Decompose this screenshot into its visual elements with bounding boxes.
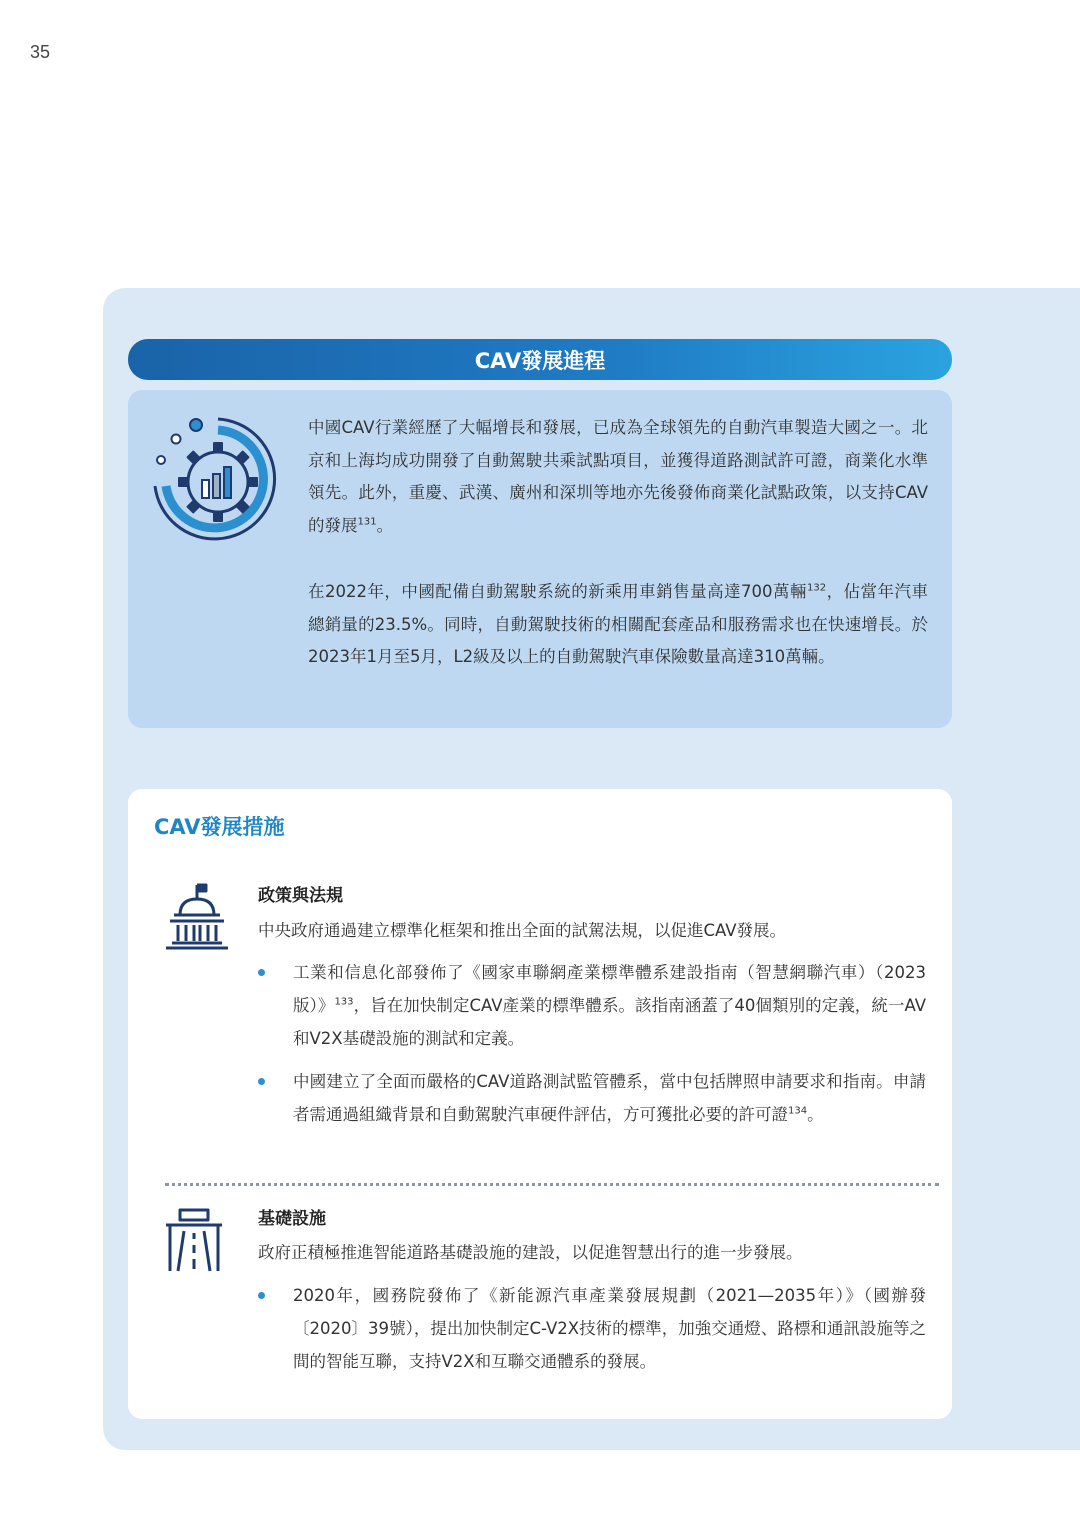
bullet-text-end: 。 <box>807 1105 824 1124</box>
policy-bullet-list <box>258 956 926 1141</box>
list-item <box>258 1065 926 1131</box>
progress-paragraph-1 <box>308 412 928 543</box>
bullet-text-end: ，旨在加快制定CAV產業的標準體系。該指南涵蓋了40個類別的定義，統一AV和V2X基礎設施的測試和定義。 <box>293 996 927 1048</box>
progress-intro-box <box>128 390 952 728</box>
measures-title: CAV發展措施 <box>154 815 285 839</box>
bullet-dot <box>258 1292 265 1299</box>
bullet-dot <box>258 969 265 976</box>
infrastructure-lead: 政府正積極推進智能道路基礎設施的建設，以促進智慧出行的進一步發展。 <box>258 1243 803 1262</box>
bullet-dot <box>258 1078 265 1085</box>
footnote-133: 133 <box>334 996 354 1008</box>
paragraph-1-end: 。 <box>376 516 394 536</box>
measures-card <box>128 789 952 1419</box>
bullet-text: 工業和信息化部發佈了《國家車聯網產業標準體系建設指南（智慧網聯汽車）（2023版）》 <box>293 963 926 1015</box>
section-divider <box>165 1183 939 1186</box>
government-building-icon <box>164 881 230 951</box>
progress-text <box>308 412 928 707</box>
bullet-text: 2020年，國務院發佈了《新能源汽車產業發展規劃（2021—2035年）》（國辦發〔2020〕39號），提出加快制定C-V2X技術的標準，加強交通燈、路標和通訊設施等之間的智能互聯，支持V2X和互聯交通體系的發展。 <box>293 1286 926 1371</box>
policy-lead: 中央政府通過建立標準化框架和推出全面的試駕法規，以促進CAV發展。 <box>258 921 787 940</box>
footnote-132: 132 <box>807 582 827 594</box>
footnote-131: 131 <box>357 516 377 528</box>
paragraph-1-text: 中國CAV行業經歷了大幅增長和發展，已成為全球領先的自動汽車製造大國之一。北京和上海均成功開發了自動駕駛共乘試點項目，並獲得道路測試許可證，商業化水準領先。此外，重慶、武漢、廣州和深圳等地亦先後發佈商業化試點政策，以支持CAV的發展 <box>308 418 928 536</box>
gear-chart-icon <box>150 414 282 546</box>
infrastructure-bullet-list <box>258 1279 926 1388</box>
list-item <box>258 956 926 1055</box>
list-item <box>258 1279 926 1378</box>
paragraph-2-text-a: 在2022年，中國配備自動駕駛系統的新乘用車銷售量高達700萬輛 <box>308 581 807 601</box>
footnote-134: 134 <box>788 1105 808 1117</box>
page-number: 35 <box>30 42 51 62</box>
section-title-bar <box>128 339 952 380</box>
bullet-text: 中國建立了全面而嚴格的CAV道路測試監管體系，當中包括牌照申請要求和指南。申請者需通過組織背景和自動駕駛汽車硬件評估，方可獲批必要的許可證 <box>293 1072 926 1124</box>
policy-title: 政策與法規 <box>258 886 343 906</box>
progress-paragraph-2 <box>308 576 928 674</box>
paragraph-2-text-b: ，佔當年汽車總銷量的23.5%。同時，自動駕駛技術的相關配套產品和服務需求也在快速增長。於2023年1月至5月，L2級及以上的自動駕駛汽車保險數量高達310萬輛。 <box>308 581 928 667</box>
progress-title: CAV發展進程 <box>474 348 606 373</box>
road-gantry-icon <box>164 1207 224 1275</box>
infrastructure-title: 基礎設施 <box>258 1209 326 1229</box>
